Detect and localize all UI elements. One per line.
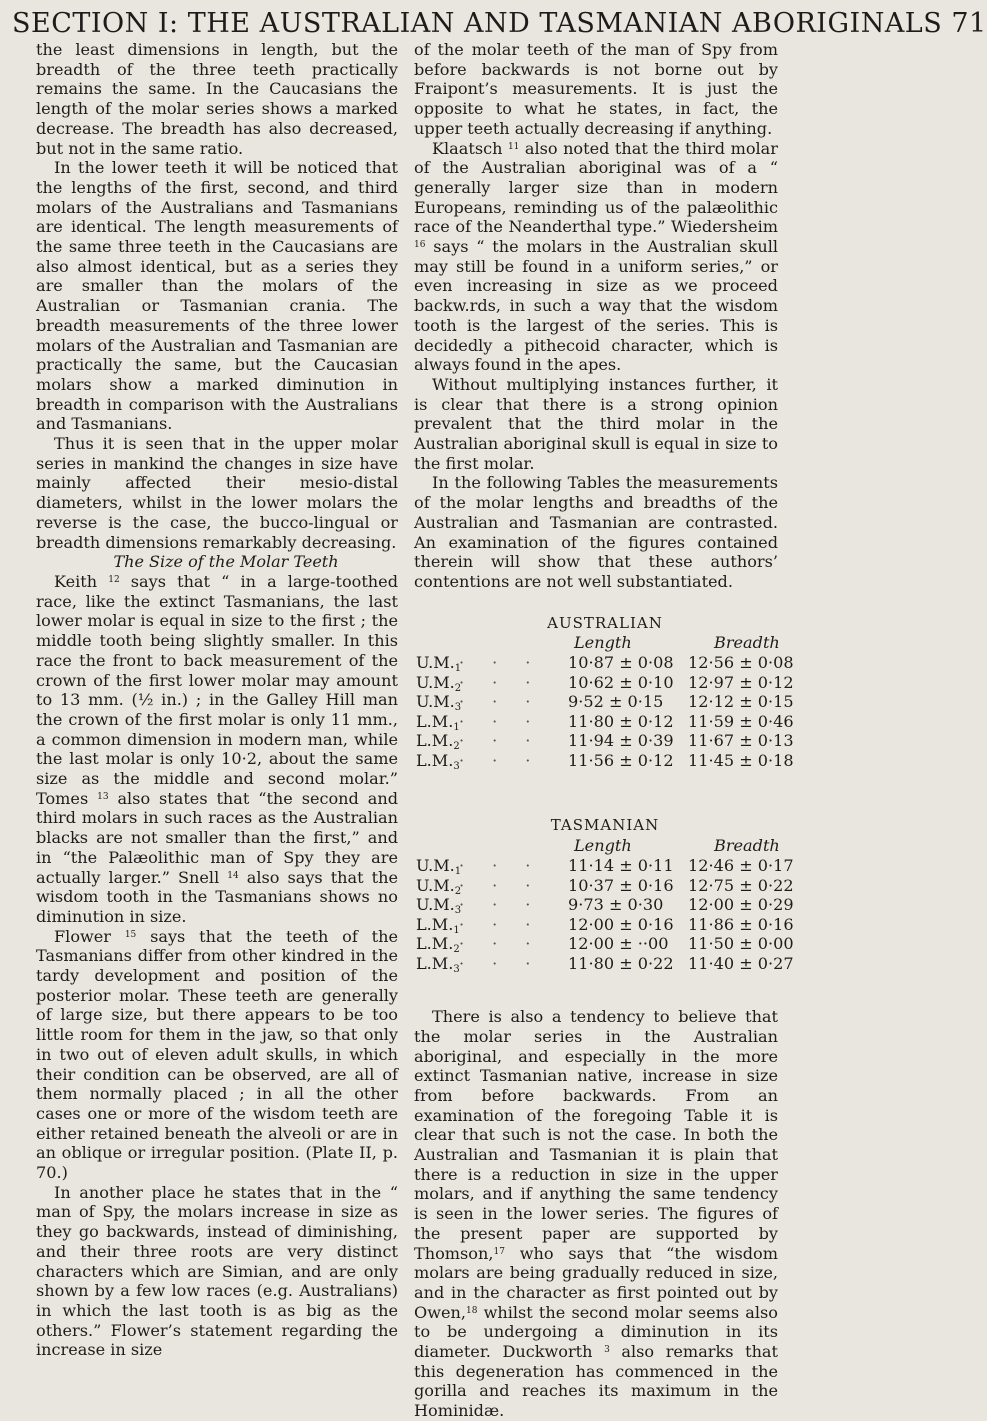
footnote-ref: 18 (465, 1305, 478, 1316)
right-column (414, 40, 794, 1421)
tooth-label: $U.M._3$ (416, 895, 462, 917)
tooth-label: $U.M._1$ (416, 653, 462, 675)
tooth-label: $L.M._1$ (416, 914, 460, 936)
leader-dots: ··· (459, 914, 559, 934)
length-cell: 10·87 ± 0·08 (568, 653, 674, 673)
table-header (414, 836, 778, 856)
table-row (414, 895, 794, 917)
paragraph: In the following Tables the measurements of the molar lengths and breadths of the Australian and Tasmanian are contrasted. An examination of the figures contained therein will show that these authors’ contentions are not well substantiated. (414, 473, 778, 591)
breadth-cell: 11·59 ± 0·46 (688, 711, 794, 731)
breadth-cell: 12·46 ± 0·17 (688, 856, 794, 876)
table-body (414, 856, 794, 975)
breadth-cell: 12·56 ± 0·08 (688, 653, 794, 673)
breadth-header: Breadth (714, 836, 780, 856)
length-cell: 12·00 ± 0·16 (568, 914, 674, 934)
length-cell: 12·00 ± ··00 (568, 934, 669, 954)
paragraph: the least dimensions in length, but the breadth of the three teeth practically remains the same. In the Caucasians the length of the molar series shows a marked decrease. The breadth has also decreased, but not in the same ratio. (36, 40, 398, 158)
leader-dots: ··· (459, 856, 559, 876)
tooth-label: $U.M._2$ (416, 672, 462, 694)
breadth-cell: 12·97 ± 0·12 (688, 672, 794, 692)
footnote-ref: 16 (414, 240, 426, 251)
leader-dots: ··· (459, 711, 559, 731)
leader-dots: ··· (459, 895, 559, 915)
table-row (414, 692, 794, 714)
length-cell: 11·80 ± 0·12 (568, 711, 674, 731)
breadth-cell: 12·75 ± 0·22 (688, 875, 794, 895)
tooth-label: $L.M._1$ (416, 711, 460, 733)
leader-dots: ··· (459, 934, 559, 954)
length-cell: 11·94 ± 0·39 (568, 731, 674, 751)
table-row (414, 731, 794, 753)
length-cell: 9·52 ± 0·15 (568, 692, 664, 712)
breadth-header: Breadth (714, 633, 780, 653)
breadth-cell: 11·50 ± 0·00 (688, 934, 794, 954)
tooth-label: $L.M._3$ (416, 953, 460, 975)
length-cell: 9·73 ± 0·30 (568, 895, 664, 915)
paragraph: In another place he states that in the “ man of Spy, the molars increase in size as they go backwards, instead of diminishing, and their three roots are very distinct characters which are Simian, and are only shown by a few low races (e.g. Australians) in which the last tooth is as big as the others.” Flower’s statement regarding the increase in size (36, 1182, 398, 1360)
tooth-label: $U.M._2$ (416, 875, 462, 897)
length-cell: 10·62 ± 0·10 (568, 672, 674, 692)
length-cell: 11·14 ± 0·11 (568, 856, 674, 876)
tooth-label: $U.M._3$ (416, 692, 462, 714)
breadth-cell: 11·67 ± 0·13 (688, 731, 794, 751)
breadth-cell: 11·40 ± 0·27 (688, 953, 794, 973)
table-body (414, 653, 794, 772)
leader-dots: ··· (459, 653, 559, 673)
table-row (414, 856, 794, 878)
leader-dots: ··· (459, 953, 559, 973)
footnote-ref: 17 (493, 1246, 505, 1257)
leader-dots: ··· (459, 672, 559, 692)
table-title: AUSTRALIAN (547, 613, 663, 632)
tooth-label: $L.M._3$ (416, 750, 460, 772)
table-row (414, 914, 794, 936)
length-header: Length (574, 633, 632, 653)
length-header: Length (574, 836, 632, 856)
table-row (414, 750, 794, 772)
footnote-ref: 13 (97, 791, 109, 802)
length-cell: 11·80 ± 0·22 (568, 953, 674, 973)
breadth-cell: 11·86 ± 0·16 (688, 914, 794, 934)
table-row (414, 875, 794, 897)
footnote-ref: 3 (604, 1345, 610, 1356)
paragraph: Without multiplying instances further, it is clear that there is a strong opinion prevalent that the third molar in the Australian aboriginal skull is equal in size to the first molar. (414, 374, 778, 473)
footnote-ref: 14 (227, 870, 239, 881)
tooth-label: $U.M._1$ (416, 856, 462, 878)
section-heading: The Size of the Molar Teeth (113, 552, 339, 572)
footnote-ref: 12 (108, 574, 120, 585)
table-title: TASMANIAN (550, 816, 660, 835)
leader-dots: ··· (459, 692, 559, 712)
leader-dots: ··· (459, 731, 559, 751)
paragraph: Thus it is seen that in the upper molar series in mankind the changes in size have mainly affected their mesio-distal diameters, whilst in the lower molars the reverse is the case, the bucco-lingual or breadth dimensions remarkably decreasing. (36, 434, 398, 552)
paragraph: Keith $^{12}$ says that “ in a large-toothed race, like the extinct Tasmanians, the last lower molar is equal in size to the first ; the middle tooth being slightly smaller. In this race the front to back measurement of the crown of the first lower molar may amount to 13 mm. (½ in.) ; in the Galley Hill man the crown of the first molar is only 11 mm., a common dimension in modern man, while the last molar is only 10·2, about the same size as the middle and second molar.” Tomes $^{13}$ also states that “the second and third molars in such races as the Australian blacks are not smaller than the first,” and in “the Palæolithic man of Spy they are actually larger.” Snell $^{14}$ also says that the wisdom tooth in the Tasmanians shows no diminution in size. (36, 571, 398, 926)
breadth-cell: 11·45 ± 0·18 (688, 750, 794, 770)
paragraph: Klaatsch $^{11}$ also noted that the third molar of the Australian aboriginal was of a “ generally larger size than in modern Europeans, reminding us of the palæolithic race of the Neanderthal type.” Wiedersheim $^{16}$ says “ the molars in the Australian skull may still be found in a uniform series,” or even increasing in size as we proceed backw.rds, in such a way that the wisdom tooth is the largest of the series. This is decidedly a pithecoid character, which is always found in the apes. (414, 138, 778, 375)
page-header: SECTION I: THE AUSTRALIAN AND TASMANIAN ABORIGINALS 71 (12, 8, 987, 39)
breadth-cell: 12·00 ± 0·29 (688, 895, 794, 915)
tooth-label: $L.M._2$ (416, 934, 460, 956)
breadth-cell: 12·12 ± 0·15 (688, 692, 794, 712)
table-row (414, 953, 794, 975)
tasmanian-table (414, 816, 794, 975)
left-column (36, 40, 398, 1360)
australian-table (414, 613, 794, 772)
table-row (414, 672, 794, 694)
tooth-label: $L.M._2$ (416, 731, 460, 753)
length-cell: 10·37 ± 0·16 (568, 875, 674, 895)
footnote-ref: 11 (507, 141, 520, 152)
paragraph: Flower $^{15}$ says that the teeth of the Tasmanians differ from other kindred in the tardy development and position of the posterior molar. These teeth are generally of large size, but there appears to be too little room for them in the jaw, so that only in two out of eleven adult skulls, in which their condition can be observed, are all of them normally placed ; in all the other cases one or more of the wisdom teeth are either retained beneath the alveoli or are in an oblique or irregular position. (Plate II, p. 70.) (36, 926, 398, 1183)
paragraph: There is also a tendency to believe that the molar series in the Australian aboriginal, and especially in the more extinct Tasmanian native, increase in size from before backwards. From an examination of the foregoing Table it is clear that such is not the case. In both the Australian and Tasmanian it is plain that there is a reduction in size in the upper molars, and if anything the same tendency is seen in the lower series. The figures of the present paper are supported by Thomson,$^{17}$ who says that “the wisdom molars are being gradually reduced in size, and in the character as first pointed out by Owen,$^{18}$ whilst the second molar seems also to be undergoing a diminution in its diameter. Duckworth $^3$ also remarks that this degeneration has commenced in the gorilla and reaches its maximum in the Hominidæ. (414, 1007, 778, 1421)
leader-dots: ··· (459, 875, 559, 895)
paragraph: In the lower teeth it will be noticed that the lengths of the first, second, and third molars of the Australians and Tasmanians are identical. The length measurements of the same three teeth in the Caucasians are also almost identical, but as a series they are smaller than the molars of the Australian or Tasmanian crania. The breadth measurements of the three lower molars of the Australian and Tasmanian are practically the same, but the Caucasian molars show a marked diminution in breadth in comparison with the Australians and Tasmanians. (36, 158, 398, 434)
length-cell: 11·56 ± 0·12 (568, 750, 674, 770)
leader-dots: ··· (459, 750, 559, 770)
footnote-ref: 15 (124, 929, 137, 940)
table-row (414, 653, 794, 675)
table-row (414, 934, 794, 956)
paragraph: of the molar teeth of the man of Spy from before backwards is not borne out by Fraipont’s measurements. It is just the opposite to what he states, in fact, the upper teeth actually decreasing if anything. (414, 40, 778, 138)
table-header (414, 633, 778, 653)
table-row (414, 711, 794, 733)
